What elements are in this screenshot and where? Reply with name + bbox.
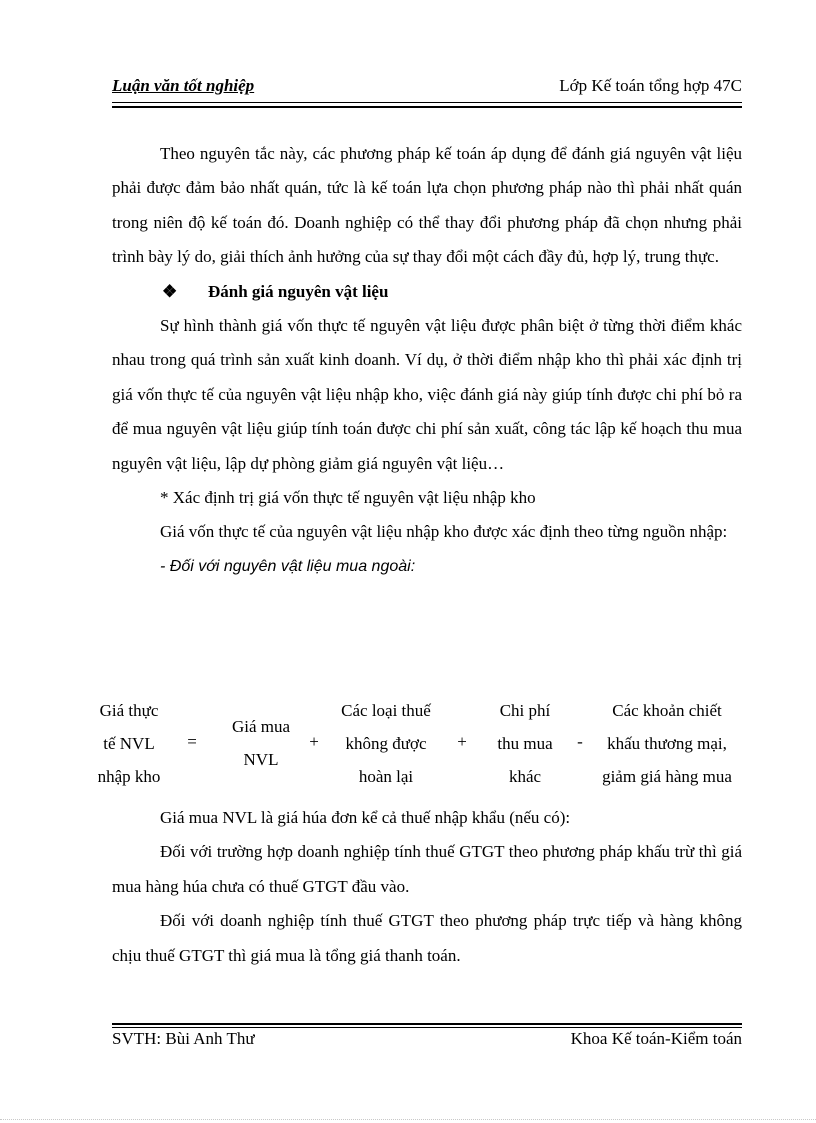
formula-term-line: giảm giá hàng mua [602, 767, 732, 786]
formula-plus-2: + [457, 732, 467, 751]
paragraph-purchase-price: Giá mua NVL là giá húa đơn kể cả thuế nhập khẩu (nếu có): [160, 808, 571, 827]
formula-minus: - [577, 732, 583, 751]
list-item-purchased: - Đối với nguyên vật liệu mua ngoài: [160, 557, 416, 575]
formula-term-taxes [326, 694, 446, 793]
formula-plus-1: + [309, 732, 319, 751]
formula-term-line: Các khoản chiết [612, 701, 722, 720]
paragraph-direct-method: Đối với doanh nghiệp tính thuế GTGT theo phương pháp trực tiếp và hàng không chịu thuế GTGT thì giá mua là tổng giá thanh toán. [112, 911, 742, 965]
formula-term-line: khấu thương mại, [607, 734, 727, 753]
page-header [112, 76, 742, 100]
body-text-continued [112, 801, 742, 973]
formula-term-line: thu mua [497, 734, 553, 753]
formula-term-line: Chi phí [499, 701, 551, 720]
formula-term-line: Giá mua [231, 717, 291, 736]
formula-term-discounts [591, 694, 743, 793]
formula-equals: = [187, 732, 197, 751]
footer-rule-thin [112, 1027, 742, 1028]
footer-faculty: Khoa Kế toán-Kiểm toán [570, 1029, 742, 1048]
formula-term-line: không được [345, 734, 427, 753]
paragraph-deduction-method: Đối với trường hợp doanh nghiệp tính thuế GTGT theo phương pháp khấu trừ thì giá mua hàng húa chưa có thuế GTGT đầu vào. [112, 842, 742, 896]
formula-term-purchase-price [216, 710, 306, 776]
footer-student-name: SVTH: Bùi Anh Thư [112, 1029, 255, 1048]
paragraph-consistency: Theo nguyên tắc này, các phương pháp kế toán áp dụng để đánh giá nguyên vật liệu phải được đảm bảo nhất quán, tức là kế toán lựa chọn phương pháp nào thì phải nhất quán trong niên độ kế toán đó. Doanh nghiệp có thể thay đổi phương pháp đã chọn nhưng phải trình bày lý do, giải thích ảnh hưởng của sự thay đổi một cách đầy đủ, hợp lý, trung thực. [112, 144, 742, 267]
formula-lhs-line: nhập kho [97, 767, 161, 786]
header-class-name: Lớp Kế toán tổng hợp 47C [559, 76, 742, 95]
formula-lhs-line: Giá thực [99, 701, 159, 720]
formula-lhs-line: tế NVL [103, 734, 155, 753]
footer-rule-thick [112, 1023, 742, 1025]
formula-term-line: hoàn lại [358, 767, 414, 786]
header-thesis-title: Luận văn tốt nghiệp [112, 76, 255, 95]
header-rule-thick [112, 106, 742, 108]
cost-formula [86, 694, 746, 794]
paragraph-valuation: Sự hình thành giá vốn thực tế nguyên vật liệu được phân biệt ở từng thời điểm khác nhau trong quá trình sản xuất kinh doanh. Ví dụ, ở thời điểm nhập kho thì phải xác định trị giá vốn thực tế của nguyên vật liệu nhập kho, việc đánh giá này giúp tính được chi phí bỏ ra để mua nguyên vật liệu giúp tính toán được chi phí sản xuất, công tác lập kế hoạch thu mua nguyên vật liệu, lập dự phòng giảm giá nguyên vật liệu… [112, 316, 742, 473]
header-rule-thin [112, 102, 742, 103]
page-boundary-dotted [0, 1119, 816, 1120]
body-text [112, 137, 742, 584]
formula-term-line: NVL [243, 750, 279, 769]
section-heading [112, 275, 742, 309]
formula-term-other-costs [480, 694, 570, 793]
diamond-bullet-icon: ❖ [162, 281, 178, 301]
formula-term-line: khác [508, 767, 542, 786]
formula-lhs [86, 694, 172, 793]
page-footer [112, 1029, 742, 1051]
note-line: * Xác định trị giá vốn thực tế nguyên vật liệu nhập kho [160, 488, 536, 508]
paragraph-sources: Giá vốn thực tế của nguyên vật liệu nhập kho được xác định theo từng nguồn nhập: [160, 522, 728, 542]
formula-term-line: Các loại thuế [341, 701, 431, 720]
section-heading-text: Đánh giá nguyên vật liệu [208, 281, 389, 301]
